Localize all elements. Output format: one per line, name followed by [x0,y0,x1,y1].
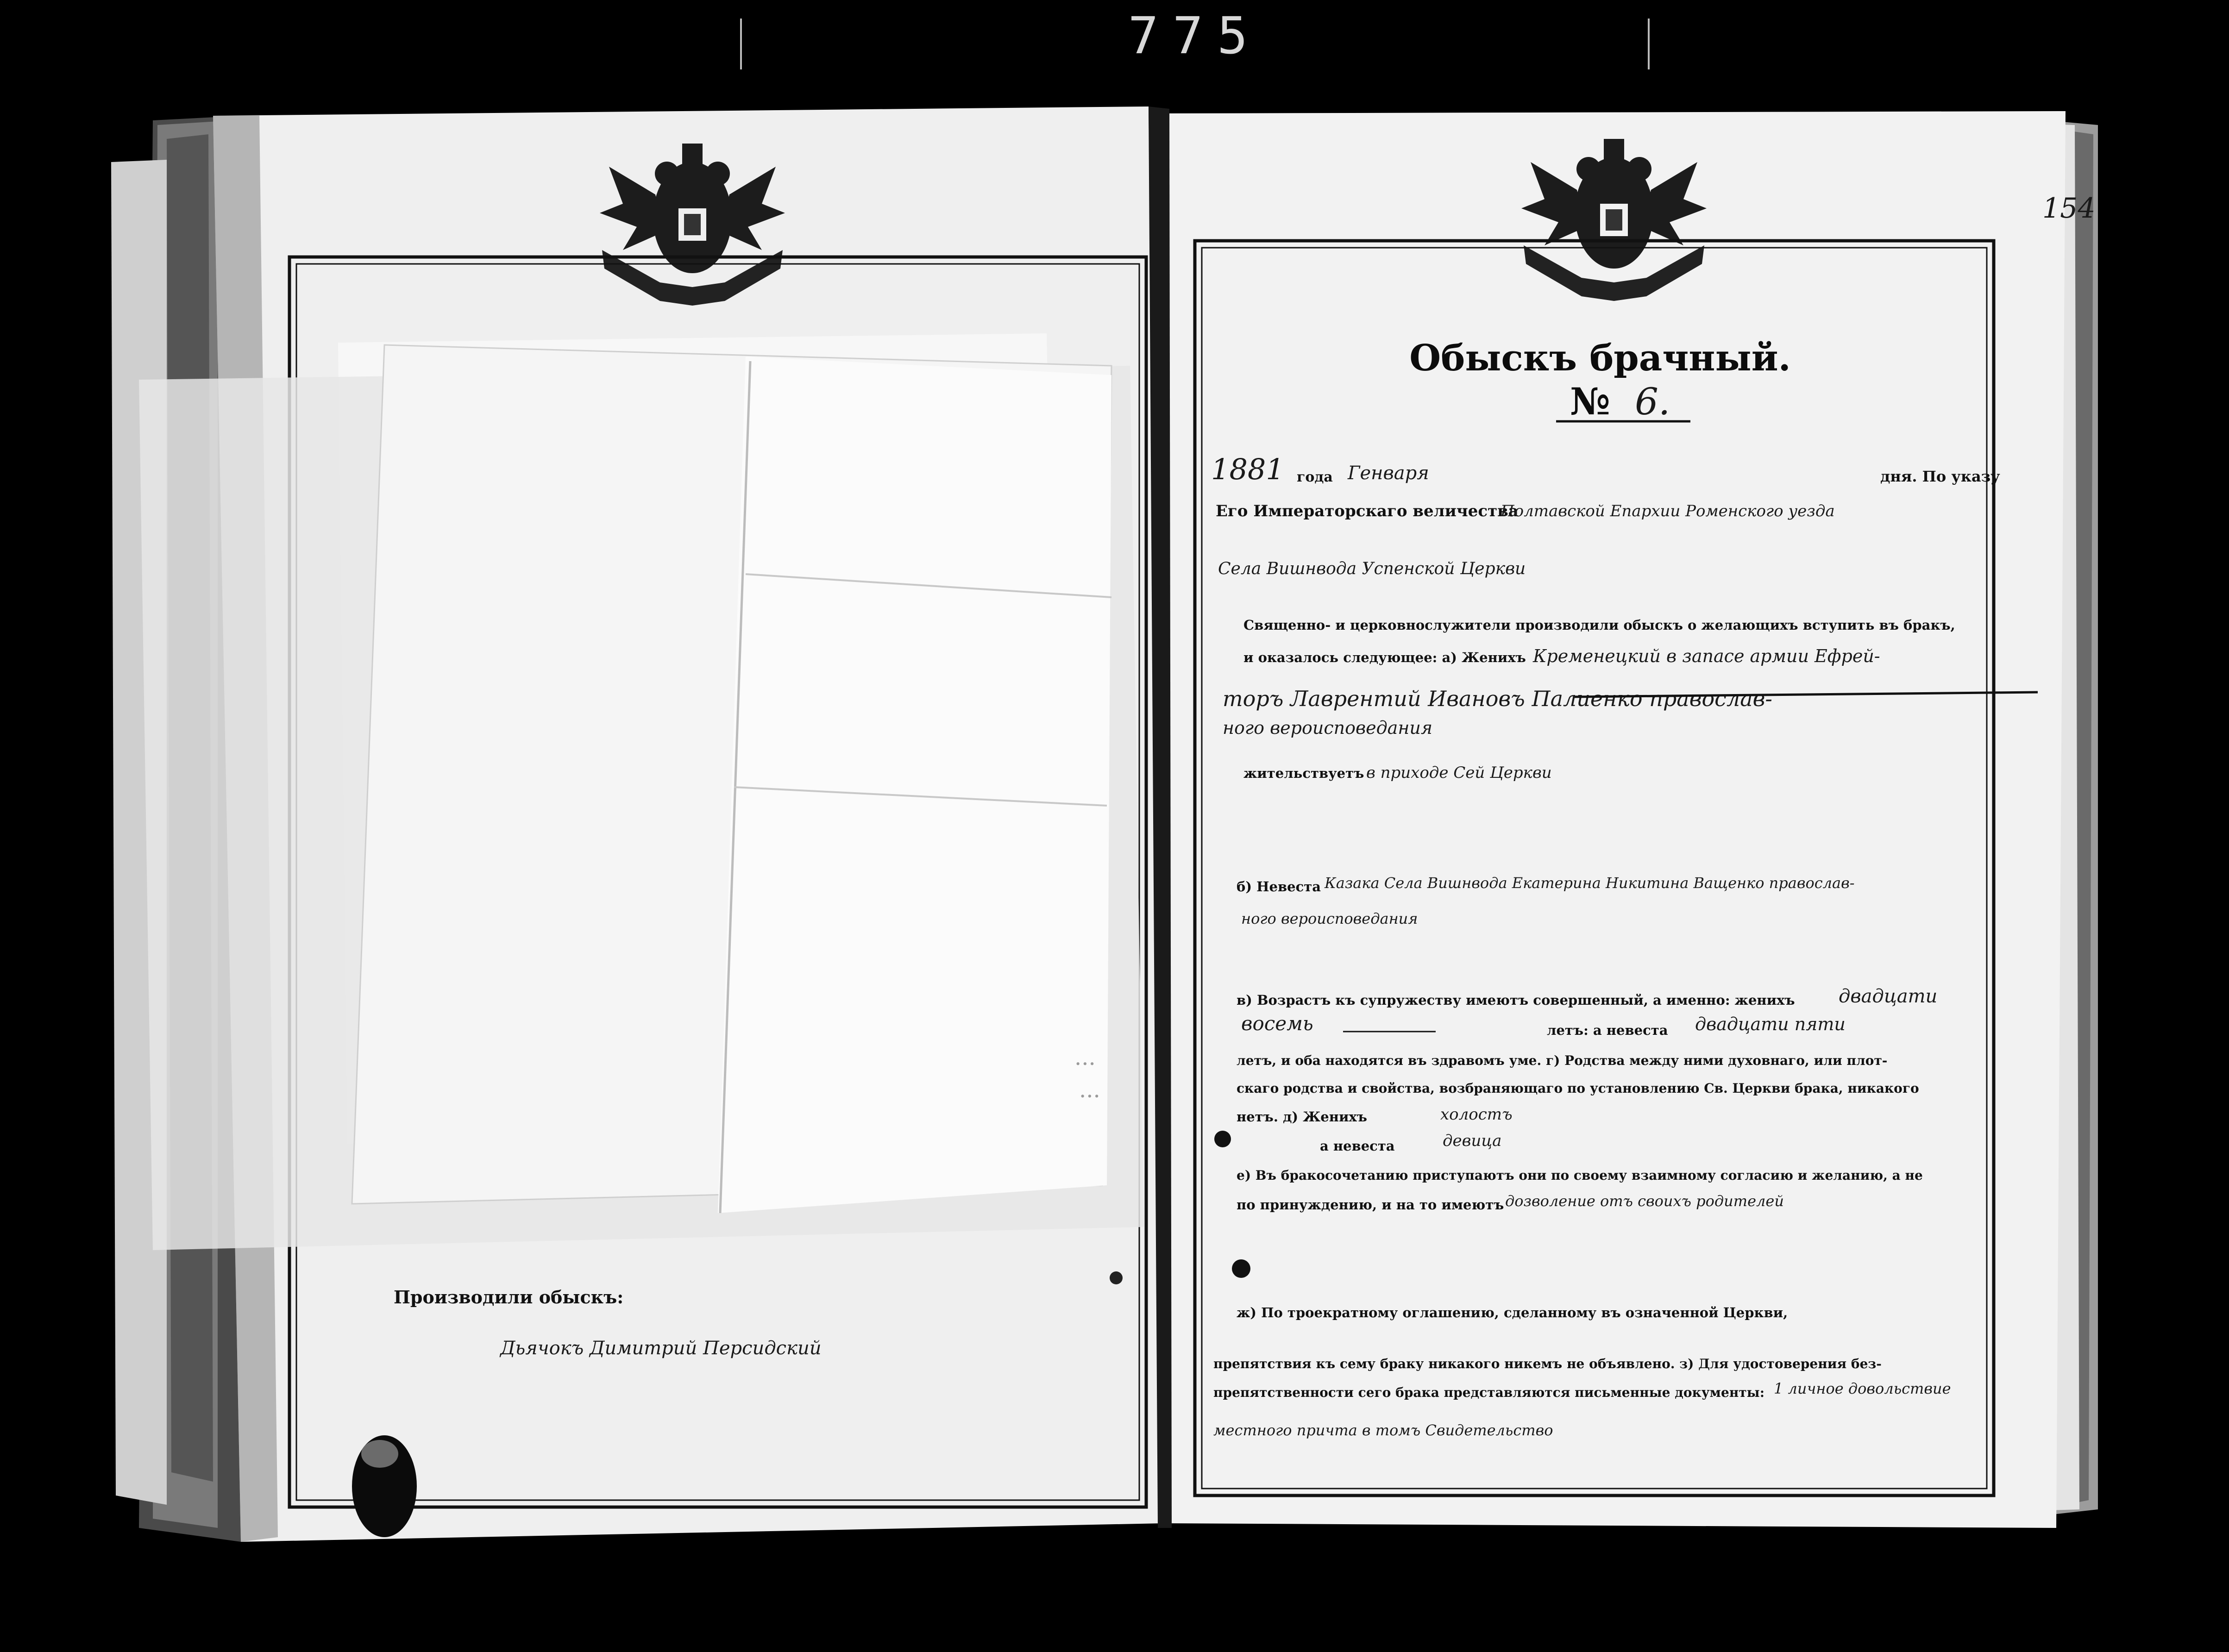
signature-label: Производили обыскъ: [394,1287,624,1308]
svg-text:...: ... [1074,1045,1096,1070]
groom-label: и оказалось следующее: а) Женихъ [1243,650,1526,665]
signature-handwritten: Дьячокъ Димитрий Персидский [500,1338,822,1359]
bride-age-handwritten: двадцати пяти [1695,1014,1846,1034]
documents-handwritten-2: местного причта в томъ Свидетельство [1213,1421,1553,1439]
bride-line-1: Казака Села Вишнвода Екатерина Никитина Ващенко православ- [1325,874,1855,892]
consent-handwritten: дозволение отъ своихъ родителей [1505,1192,1784,1210]
groom-age-handwritten-2: восемь [1241,1012,1313,1035]
kinship-clause-1: летъ, и оба находятся въ здравомъ уме. г) Родства между ними духовнаго, или плот- [1237,1053,1888,1068]
bride-age-label: летъ: а невеста [1547,1022,1668,1038]
year-label: года [1297,469,1333,485]
document-title: Обыскъ брачный. [1409,337,1791,379]
groom-line-1: Кременецкий в запасе армии Ефрей- [1533,646,1880,666]
bride-label: б) Невеста [1237,879,1321,895]
record-number-value: 6. [1635,380,1670,423]
consent-clause-2: по принуждению, и на то имеютъ [1237,1197,1504,1213]
search-intro: Священно- и церковнослужители производили обыскъ о желающихъ вступить въ бракъ, [1243,617,1955,633]
svg-text:...: ... [1079,1077,1100,1103]
groom-line-2: торъ Лаврентий Ивановъ Палиенко православ- [1223,686,1772,711]
groom-status-label: нетъ. д) Женихъ [1237,1109,1367,1125]
folio-number: 154 [2042,192,2096,225]
residence-label: жительствуетъ [1243,765,1364,781]
bride-status-label: а невеста [1320,1138,1395,1154]
left-page [111,106,1162,1542]
right-page [1162,111,2098,1528]
year-handwritten: 1881 [1211,452,1284,486]
groom-age-handwritten: двадцати [1839,986,1938,1007]
month-handwritten: Генваря [1348,463,1429,484]
age-label: в) Возрастъ къ супружеству имеютъ совершенный, а именно: женихъ [1237,992,1795,1008]
residence-handwritten: в приходе Сей Церкви [1366,763,1552,782]
frame-number: 775 [1128,6,1262,65]
groom-line-3: ного вероисповедания [1223,718,1432,738]
kinship-clause-2: скаго родства и свойства, возбраняющаго по установлению Св. Церкви брака, никакого [1237,1081,1919,1096]
diocese-handwritten: Полтавской Епархии Роменского уезда [1501,502,1835,520]
consent-clause-1: е) Въ бракосочетанию приступаютъ они по своему взаимному согласию и желанию, а не [1237,1168,1923,1183]
impediments-clause-1: препятствия къ сему браку никакого никемъ не объявлено. з) Для удостоверения без- [1213,1356,1882,1371]
banns-clause: ж) По троекратному оглашению, сделанному въ означенной Церкви, [1237,1305,1788,1320]
documents-handwritten: 1 личное довольствие [1774,1380,1951,1397]
groom-status-handwritten: холостъ [1440,1105,1513,1124]
record-number-label: № [1570,380,1610,423]
bride-status-handwritten: девица [1443,1132,1502,1150]
church-handwritten: Села Вишнвода Успенской Церкви [1218,559,1526,578]
decree-label: дня. По указу [1880,468,2000,485]
majesty-label: Его Императорскаго величества [1216,502,1519,520]
impediments-clause-2: препятственности сего брака представляются письменные документы: [1213,1385,1765,1400]
bride-line-2: ного вероисповедания [1241,910,1418,927]
